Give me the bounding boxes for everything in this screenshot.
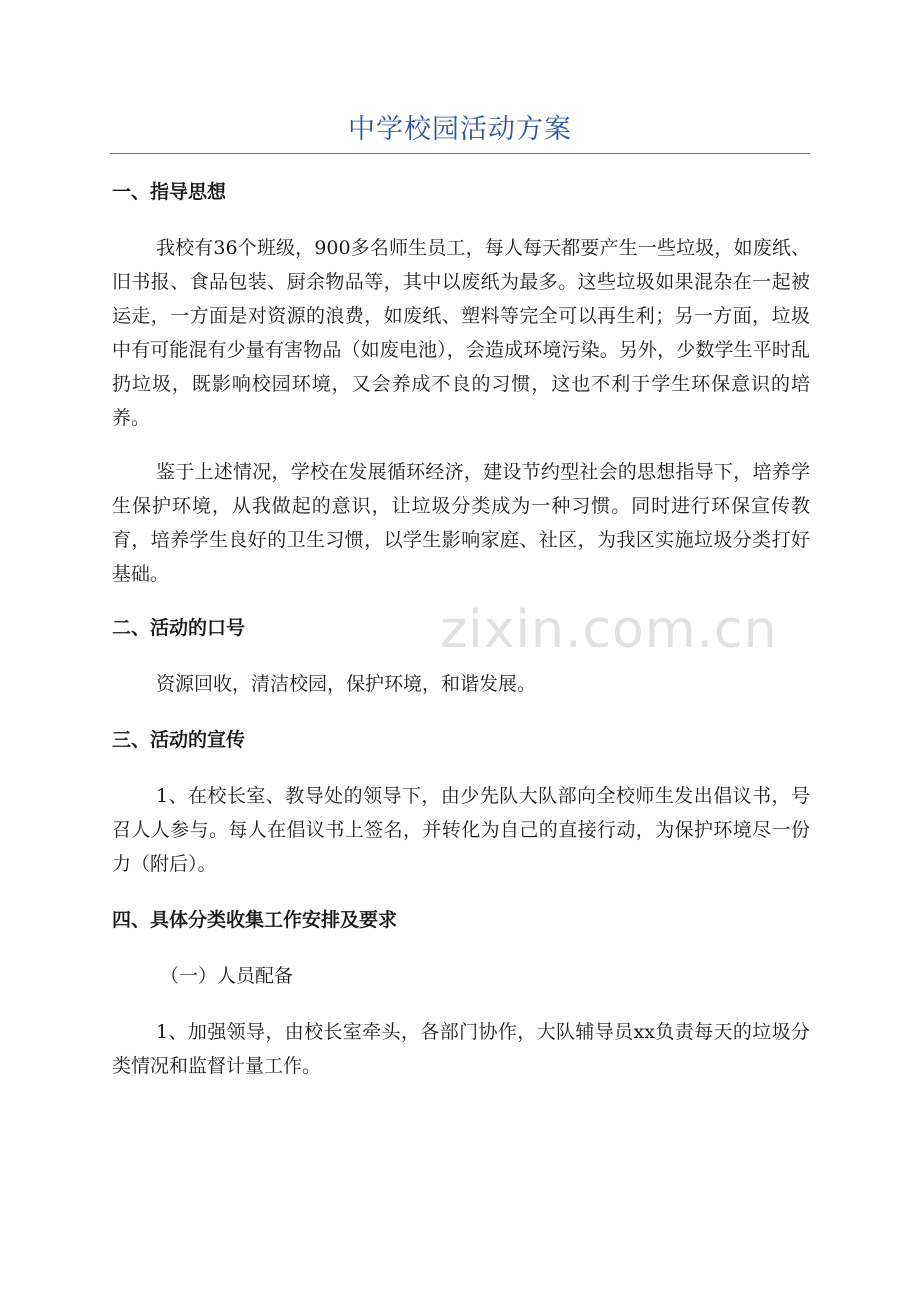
document-body (112, 175, 810, 1103)
section-heading-guiding-ideology: 一、指导思想 (112, 181, 227, 203)
watermark-text: zixin.com.cn (440, 600, 778, 660)
section-heading-arrangements: 四、具体分类收集工作安排及要求 (112, 909, 398, 931)
paragraph-leadership: 1、加强领导，由校长室牵头，各部门协作，大队辅导员xx负责每天的垃圾分类情况和监督计量工作。 (112, 1021, 810, 1077)
paragraph-publicity: 1、在校长室、教导处的领导下，由少先队大队部向全校师生发出倡议书，号召人人参与。每人在倡议书上签名，并转化为自己的直接行动，为保护环境尽一份力（附后）。 (112, 785, 810, 875)
subheading-staffing: （一）人员配备 (160, 965, 294, 987)
document-title: 中学校园活动方案 (348, 114, 572, 145)
paragraph-slogan: 资源回收，清洁校园，保护环境，和谐发展。 (156, 673, 537, 695)
title-underline (110, 153, 810, 154)
paragraph-purpose: 鉴于上述情况，学校在发展循环经济，建设节约型社会的思想指导下，培养学生保护环境，从我做起的意识，让垃圾分类成为一种习惯。同时进行环保宣传教育，培养学生良好的卫生习惯，以学生影响家庭、社区，为我区实施垃圾分类打好基础。 (112, 461, 810, 585)
section-heading-slogan: 二、活动的口号 (112, 617, 246, 639)
paragraph-school-overview: 我校有36个班级，900多名师生员工，每人每天都要产生一些垃圾，如废纸、旧书报、食品包装、厨余物品等，其中以废纸为最多。这些垃圾如果混杂在一起被运走，一方面是对资源的浪费，如废纸、塑料等完全可以再生利；另一方面，垃圾中有可能混有少量有害物品（如废电池），会造成环境污染。另外，少数学生平时乱扔垃圾，既影响校园环境，又会养成不良的习惯，这也不利于学生环保意识的培养。 (112, 237, 810, 429)
section-heading-publicity: 三、活动的宣传 (112, 729, 246, 751)
